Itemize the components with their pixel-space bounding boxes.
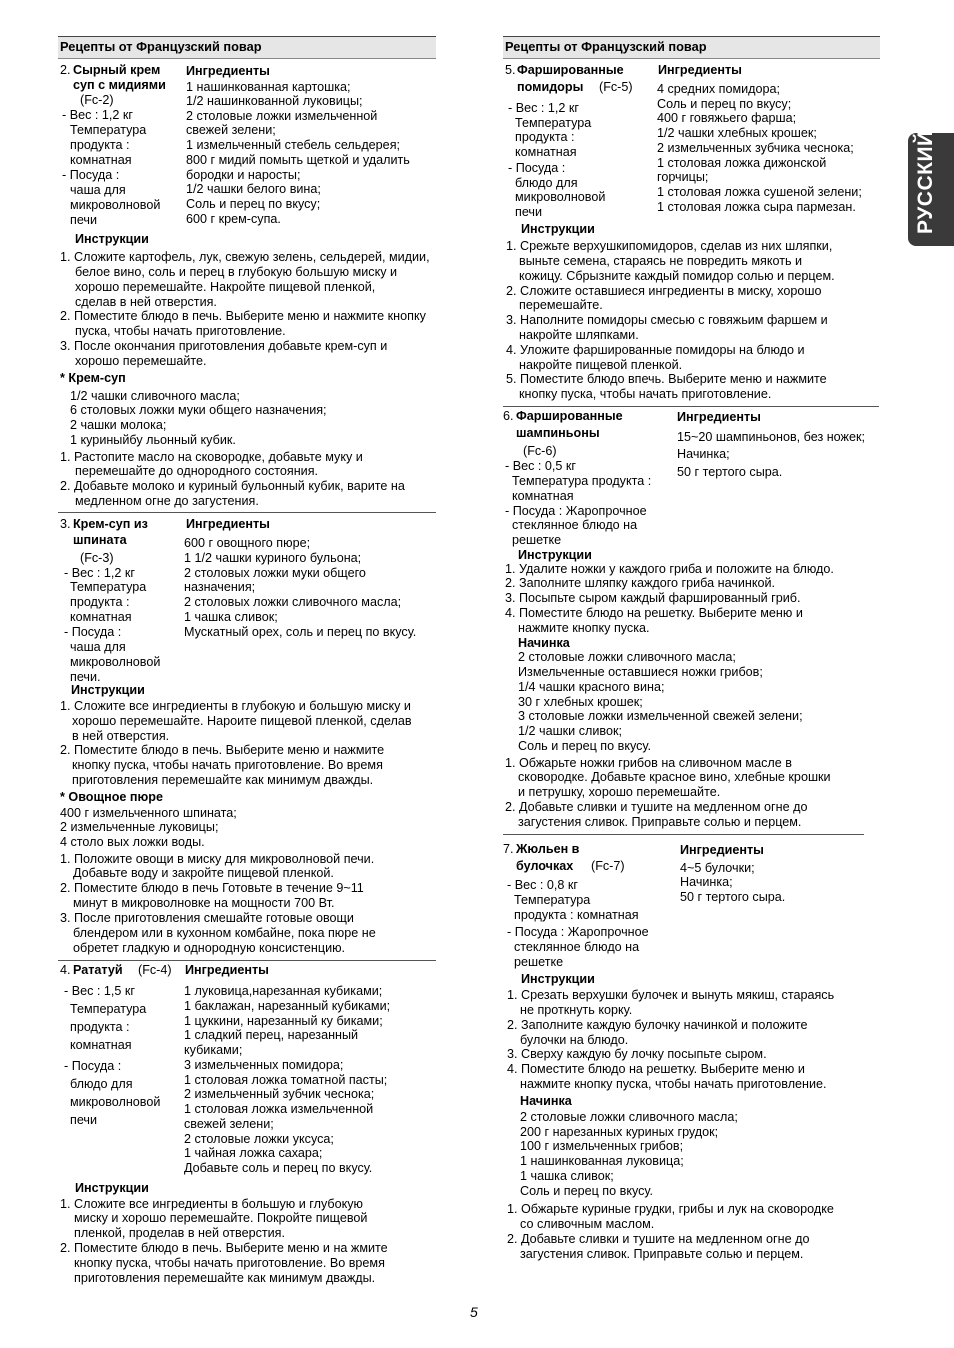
param: комнатная (515, 145, 577, 159)
param: - Посуда : (508, 161, 566, 175)
recipe-title: булочках (516, 859, 574, 873)
ingredient: 1 столовая ложка сушеной зелени; (657, 185, 862, 199)
ingredient: 600 г овощного пюре; (184, 536, 311, 550)
ingredient: 1 чашка сливок; (184, 610, 278, 624)
sub-ingredient: 1 нашинкованная луковица; (520, 1154, 684, 1168)
param: стеклянное блюдо на (514, 940, 640, 954)
instruction-line: булочки на блюдо. (520, 1033, 629, 1047)
instruction-line: в ней отверстия. (72, 729, 170, 743)
ingredient: 1 нашинкованная картошка; (186, 80, 351, 94)
recipe-code: (Fc-7) (591, 859, 625, 873)
sub-step: и петрушку, хорошо перемешайте. (518, 785, 721, 799)
param: Температура (70, 123, 147, 137)
param: печи (70, 1113, 98, 1127)
sub-ingredient: 2 чашки молока; (70, 418, 167, 432)
ingredient: 15~20 шампиньонов, без ножек; (677, 430, 865, 444)
sub-step: загустения сливок. Приправьте солью и перцем. (518, 815, 802, 829)
instruction-line: приготовления перемешайте как минимум дважды. (74, 1271, 376, 1285)
param: чаша для (70, 183, 126, 197)
param: печи (515, 205, 543, 219)
divider (503, 406, 879, 407)
recipe-title: Крем-суп из (73, 517, 148, 531)
ingredient: 2 измельченных зубчика чеснока; (657, 141, 854, 155)
right-section-header: Рецепты от Французский повар (503, 36, 880, 59)
param: Температура (515, 116, 592, 130)
sub-ingredient: 2 столовые ложки сливочного масла; (518, 650, 736, 664)
ingredient: 1/2 чашки хлебных крошек; (657, 126, 817, 140)
recipe-code: (Fc-5) (599, 80, 633, 94)
ingredients-heading: Ингредиенты (680, 843, 764, 857)
param: - Вес : 0,8 кг (507, 878, 578, 892)
recipe-code: (Fc-3) (80, 551, 114, 565)
sub-ingredient: 200 г нарезанных куриных грудок; (520, 1125, 719, 1139)
recipe-number: 3. (60, 517, 71, 531)
ingredient: назначения; (184, 580, 256, 594)
instruction-line: сделав в ней отверстия. (75, 295, 217, 309)
ingredient: 50 г тертого сыра. (677, 465, 783, 479)
ingredient: 2 измельченный зубчик чеснока; (184, 1087, 375, 1101)
param: продукта : (70, 1020, 130, 1034)
recipe-title: шампиньоны (516, 426, 600, 440)
ingredients-heading: Ингредиенты (186, 517, 270, 531)
instruction-line: накройте шляпками. (519, 328, 639, 342)
ingredient: свежей зелени; (186, 123, 276, 137)
recipe-code: (Fc-6) (523, 444, 557, 458)
sub-step: 2. Добавьте сливки и тушите на медленном огне до (505, 800, 808, 814)
instruction-line: кнопку пуска, чтобы начать приготовление. (519, 387, 772, 401)
param: решетке (514, 955, 564, 969)
instructions-heading: Инструкции (521, 222, 595, 236)
param: продукта : (70, 595, 130, 609)
param: Температура (70, 580, 147, 594)
param: блюдо для (70, 1077, 133, 1091)
sub-ingredient: 1 куриныйбу льонный кубик. (70, 433, 236, 447)
sub-step: 1. Растопите масло на сковородке, добавьте муку и (60, 450, 363, 464)
instructions-heading: Инструкции (71, 683, 145, 697)
sub-step: 2. Поместите блюдо в печь Готовьте в течение 9~11 (60, 881, 364, 895)
param: продукта : комнатная (514, 908, 639, 922)
param: Температура продукта : (512, 474, 652, 488)
param: продукта : (515, 130, 575, 144)
sub-ingredient: 400 г измельченного шпината; (60, 806, 237, 820)
param: - Посуда : Жаропрочное (507, 925, 649, 939)
sub-step: обретет гладкую и однородную консистенцию. (73, 941, 346, 955)
ingredient: 1/2 нашинкованной луковицы; (186, 94, 363, 108)
sub-ingredient: Соль и перец по вкусу. (520, 1184, 653, 1198)
sub-step: минут в микроволновке на мощности 700 Вт. (73, 896, 335, 910)
instruction-line: не проткнуть корку. (520, 1003, 633, 1017)
sub-ingredient: 3 столовые ложки измельченной свежей зелени; (518, 709, 803, 723)
instruction-line: пленкой, проделав в ней отверстия. (74, 1226, 285, 1240)
ingredient: 1 столовая ложка сыра пармезан. (657, 200, 856, 214)
ingredient: Соль и перец по вкусу; (657, 97, 792, 111)
ingredient: 800 г мидий помыть щеткой и удалить (186, 153, 410, 167)
instruction-line: 2. Поместите блюдо в печь. Выберите меню и нажмите кнопку (60, 309, 426, 323)
ingredient: 1 измельченный стебель сельдерея; (186, 138, 401, 152)
ingredient: 600 г крем-супа. (186, 212, 281, 226)
instruction-line: 3. Посыпьте сыром каждый фаршированный гриб. (505, 591, 801, 605)
ingredient: 1 столовая ложка дижонской (657, 156, 827, 170)
param: печи. (70, 670, 101, 684)
sub-step: 2. Добавьте сливки и тушите на медленном огне до (507, 1232, 810, 1246)
ingredient: 1 луковица,нарезанная кубиками; (184, 984, 383, 998)
ingredient: 2 столовых ложки сливочного масла; (184, 595, 402, 609)
ingredient: 1 цуккини, нарезанный ку биками; (184, 1014, 383, 1028)
ingredient: 4~5 булочки; (680, 861, 755, 875)
param: комнатная (70, 610, 132, 624)
sub-recipe-title: * Крем-суп (60, 371, 126, 385)
sub-ingredient: 1/4 чашки красного вина; (518, 680, 665, 694)
ingredient: 2 столовые ложки измельченной (186, 109, 378, 123)
sub-recipe-title: Начинка (518, 636, 570, 650)
page-number: 5 (470, 1304, 478, 1320)
instruction-line: 2. Заполните шляпку каждого гриба начинкой. (505, 576, 776, 590)
param: печи (70, 213, 98, 227)
ingredient: 1 чайная ложка сахара; (184, 1146, 323, 1160)
param: - Посуда : (64, 625, 122, 639)
param: микроволновой (70, 198, 161, 212)
divider (58, 960, 436, 961)
ingredient: 400 г говяжьего фарша; (657, 111, 797, 125)
sub-step: со сливочным маслом. (520, 1217, 655, 1231)
param: Температура (514, 893, 591, 907)
ingredient: 2 столовые ложки уксуса; (184, 1132, 334, 1146)
instruction-line: пуска, чтобы начать приготовление. (75, 324, 286, 338)
instruction-line: 1. Срежьте верхушкипомидоров, сделав из них шляпки, (506, 239, 833, 253)
instruction-line: 1. Удалите ножки у каждого гриба и положите на блюдо. (505, 562, 834, 576)
ingredient: бородки и наросты; (186, 168, 301, 182)
sub-recipe-title: * Овощное пюре (60, 790, 163, 804)
param: - Вес : 1,2 кг (62, 108, 133, 122)
instruction-line: кожицу. Сбрызните каждый помидор солью и перцем. (519, 269, 835, 283)
instructions-heading: Инструкции (518, 548, 592, 562)
param: Температура (70, 1002, 147, 1016)
ingredient: 1/2 чашки белого вина; (186, 182, 321, 196)
sub-step: перемешайте до однородного состояния. (75, 464, 319, 478)
instruction-line: 4. Поместите блюдо на решетку. Выберите меню и (507, 1062, 805, 1076)
ingredient: 1 баклажан, нарезанный кубиками; (184, 999, 391, 1013)
instruction-line: накройте пищевой пленкой. (519, 358, 683, 372)
recipe-number: 7. (503, 842, 514, 856)
divider (58, 512, 436, 513)
param: - Вес : 1,5 кг (64, 984, 135, 998)
sub-ingredient: 30 г хлебных крошек; (518, 695, 643, 709)
left-section-header: Рецепты от Французский повар (58, 36, 436, 59)
param: комнатная (70, 153, 132, 167)
sub-ingredient: 4 столо вых ложки воды. (60, 835, 205, 849)
ingredients-heading: Ингредиенты (658, 63, 742, 77)
recipe-title: Фаршированные (516, 409, 623, 423)
instruction-line: белое вино, соль и перец в глубокую большую миску и (75, 265, 398, 279)
instruction-line: 4. Уложите фаршированные помидоры на блюдо и (506, 343, 805, 357)
param: блюдо для (515, 176, 578, 190)
instruction-line: миску и хорошо перемешайте. Покройте пищевой (74, 1211, 368, 1225)
sub-step: Добавьте воду и закройте пищевой пленкой. (73, 866, 334, 880)
param: стеклянное блюдо на (512, 518, 638, 532)
language-tab: РУССКИЙ (908, 133, 954, 246)
instruction-line: 2. Заполните каждую булочку начинкой и положите (507, 1018, 808, 1032)
instruction-line: 1. Срезать верхушки булочек и вынуть мякиш, стараясь (507, 988, 835, 1002)
ingredients-heading: Ингредиенты (677, 410, 761, 424)
ingredient: Начинка; (677, 447, 730, 461)
sub-step: 3. После приготовления смешайте готовые овощи (60, 911, 354, 925)
sub-step: 1. Обжарьте куриные грудки, грибы и лук на сковородке (507, 1202, 834, 1216)
ingredients-heading: Ингредиенты (185, 963, 269, 977)
ingredient: Мускатный орех, соль и перец по вкусу. (184, 625, 417, 639)
param: продукта : (70, 138, 130, 152)
param: микроволновой (70, 655, 161, 669)
ingredient: кубиками; (184, 1043, 243, 1057)
sub-recipe-title: Начинка (520, 1094, 572, 1108)
param: - Вес : 0,5 кг (505, 459, 576, 473)
instruction-line: 3. После окончания приготовления добавьте крем-суп и (60, 339, 388, 353)
recipe-number: 6. (503, 409, 514, 423)
instruction-line: 1. Сложите картофель, лук, свежую зелень, сельдерей, мидии, (60, 250, 430, 264)
instruction-line: хорошо перемешайте. (75, 354, 207, 368)
instruction-line: нажмите кнопку пуска, чтобы начать приготовление. (520, 1077, 827, 1091)
recipe-number: 2. (60, 63, 71, 77)
ingredient: 2 столовых ложки муки общего (184, 566, 366, 580)
recipe-title: Сырный крем (73, 63, 161, 77)
param: комнатная (512, 489, 574, 503)
instruction-line: кнопку пуска, чтобы начать приготовление. Во время (74, 1256, 385, 1270)
ingredient: Соль и перец по вкусу; (186, 197, 321, 211)
param: решетке (512, 533, 562, 547)
instruction-line: 2. Поместите блюдо в печь. Выберите меню и нажмите (60, 743, 385, 757)
instruction-line: 2. Поместите блюдо в печь. Выберите меню и на жмите (60, 1241, 388, 1255)
instruction-line: 2. Сложите оставшиеся ингредиенты в миску, хорошо (506, 284, 822, 298)
instructions-heading: Инструкции (75, 232, 149, 246)
recipe-number: 4. (60, 963, 71, 977)
instruction-line: 3. Сверху каждую бу лочку посыпьте сыром. (507, 1047, 767, 1061)
ingredient: 4 средних помидора; (657, 82, 781, 96)
param: - Посуда : (62, 168, 120, 182)
recipe-title: шпината (73, 533, 127, 547)
instruction-line: выньте семена, стараясь не повредить мякоть и (519, 254, 803, 268)
ingredient: Начинка; (680, 875, 733, 889)
sub-ingredient: Соль и перец по вкусу. (518, 739, 651, 753)
sub-step: медленном огне до загустения. (75, 494, 259, 508)
recipe-code: (Fc-2) (80, 93, 114, 107)
ingredient: 3 измельченных помидора; (184, 1058, 344, 1072)
recipe-title: помидоры (517, 80, 584, 94)
sub-step: 1. Обжарьте ножки грибов на сливочном масле в (505, 756, 792, 770)
ingredient: Добавьте соль и перец по вкусу. (184, 1161, 373, 1175)
instruction-line: хорошо перемешайте. Накройте пищевой пленкой, (75, 280, 376, 294)
param: микроволновой (70, 1095, 161, 1109)
instruction-line: 4. Поместите блюдо на решетку. Выберите меню и (505, 606, 803, 620)
sub-step: сковородке. Добавьте красное вино, хлебные крошки (518, 770, 831, 784)
param: - Посуда : Жаропрочное (505, 504, 647, 518)
sub-step: 1. Положите овощи в миску для микроволновой печи. (60, 852, 375, 866)
instruction-line: 3. Наполните помидоры смесью с говяжьим фаршем и (506, 313, 828, 327)
instructions-heading: Инструкции (521, 972, 595, 986)
param: - Вес : 1,2 кг (64, 566, 135, 580)
ingredient: 1 1/2 чашки куриного бульона; (184, 551, 362, 565)
param: комнатная (70, 1038, 132, 1052)
divider (503, 834, 864, 835)
ingredients-heading: Ингредиенты (186, 64, 270, 78)
instruction-line: 1. Сложите все ингредиенты в большую и глубокую (60, 1197, 363, 1211)
sub-ingredient: 2 столовые ложки сливочного масла; (520, 1110, 738, 1124)
instruction-line: хорошо перемешайте. Нароите пищевой пленкой, сделав (72, 714, 412, 728)
sub-ingredient: Измельченные оставшиеся ножки грибов; (518, 665, 763, 679)
ingredient: горчицы; (657, 170, 709, 184)
param: микроволновой (515, 190, 606, 204)
ingredient: 1 столовая ложка томатной пасты; (184, 1073, 388, 1087)
sub-ingredient: 100 г измельченных грибов; (520, 1139, 684, 1153)
recipe-title: суп с мидиями (73, 78, 166, 92)
sub-ingredient: 2 измельченные луковицы; (60, 820, 219, 834)
ingredient: свежей зелени; (184, 1117, 274, 1131)
recipe-title: Фаршированные (517, 63, 624, 77)
instruction-line: нажмите кнопку пуска. (518, 621, 650, 635)
instruction-line: 5. Поместите блюдо впечь. Выберите меню и нажмите (506, 372, 827, 386)
ingredient: 1 столовая ложка измельченной (184, 1102, 374, 1116)
sub-ingredient: 1/2 чашки сливок; (518, 724, 622, 738)
param: чаша для (70, 640, 126, 654)
recipe-number: 5. (505, 63, 516, 77)
recipe-title: Рататуй (73, 963, 123, 977)
ingredient: 1 сладкий перец, нарезанный (184, 1028, 359, 1042)
sub-step: 2. Добавьте молоко и куриный бульонный кубик, варите на (60, 479, 405, 493)
instruction-line: кнопку пуска, чтобы начать приготовление. Во время (72, 758, 383, 772)
instructions-heading: Инструкции (75, 1181, 149, 1195)
sub-step: блендером или в кухонном комбайне, пока пюре не (73, 926, 376, 940)
param: - Вес : 1,2 кг (508, 101, 579, 115)
instruction-line: приготовления перемешайте как минимум дважды. (72, 773, 374, 787)
sub-step: загустения сливок. Приправьте солью и перцем. (520, 1247, 804, 1261)
recipe-code: (Fc-4) (138, 963, 172, 977)
sub-ingredient: 6 столовых ложки муки общего назначения; (70, 403, 327, 417)
ingredient: 50 г тертого сыра. (680, 890, 786, 904)
instruction-line: 1. Сложите все ингредиенты в глубокую и большую миску и (60, 699, 411, 713)
instruction-line: перемешайте. (519, 298, 603, 312)
sub-ingredient: 1/2 чашки сливочного масла; (70, 389, 240, 403)
sub-ingredient: 1 чашка сливок; (520, 1169, 614, 1183)
recipe-title: Жюльен в (516, 842, 580, 856)
param: - Посуда : (64, 1059, 122, 1073)
